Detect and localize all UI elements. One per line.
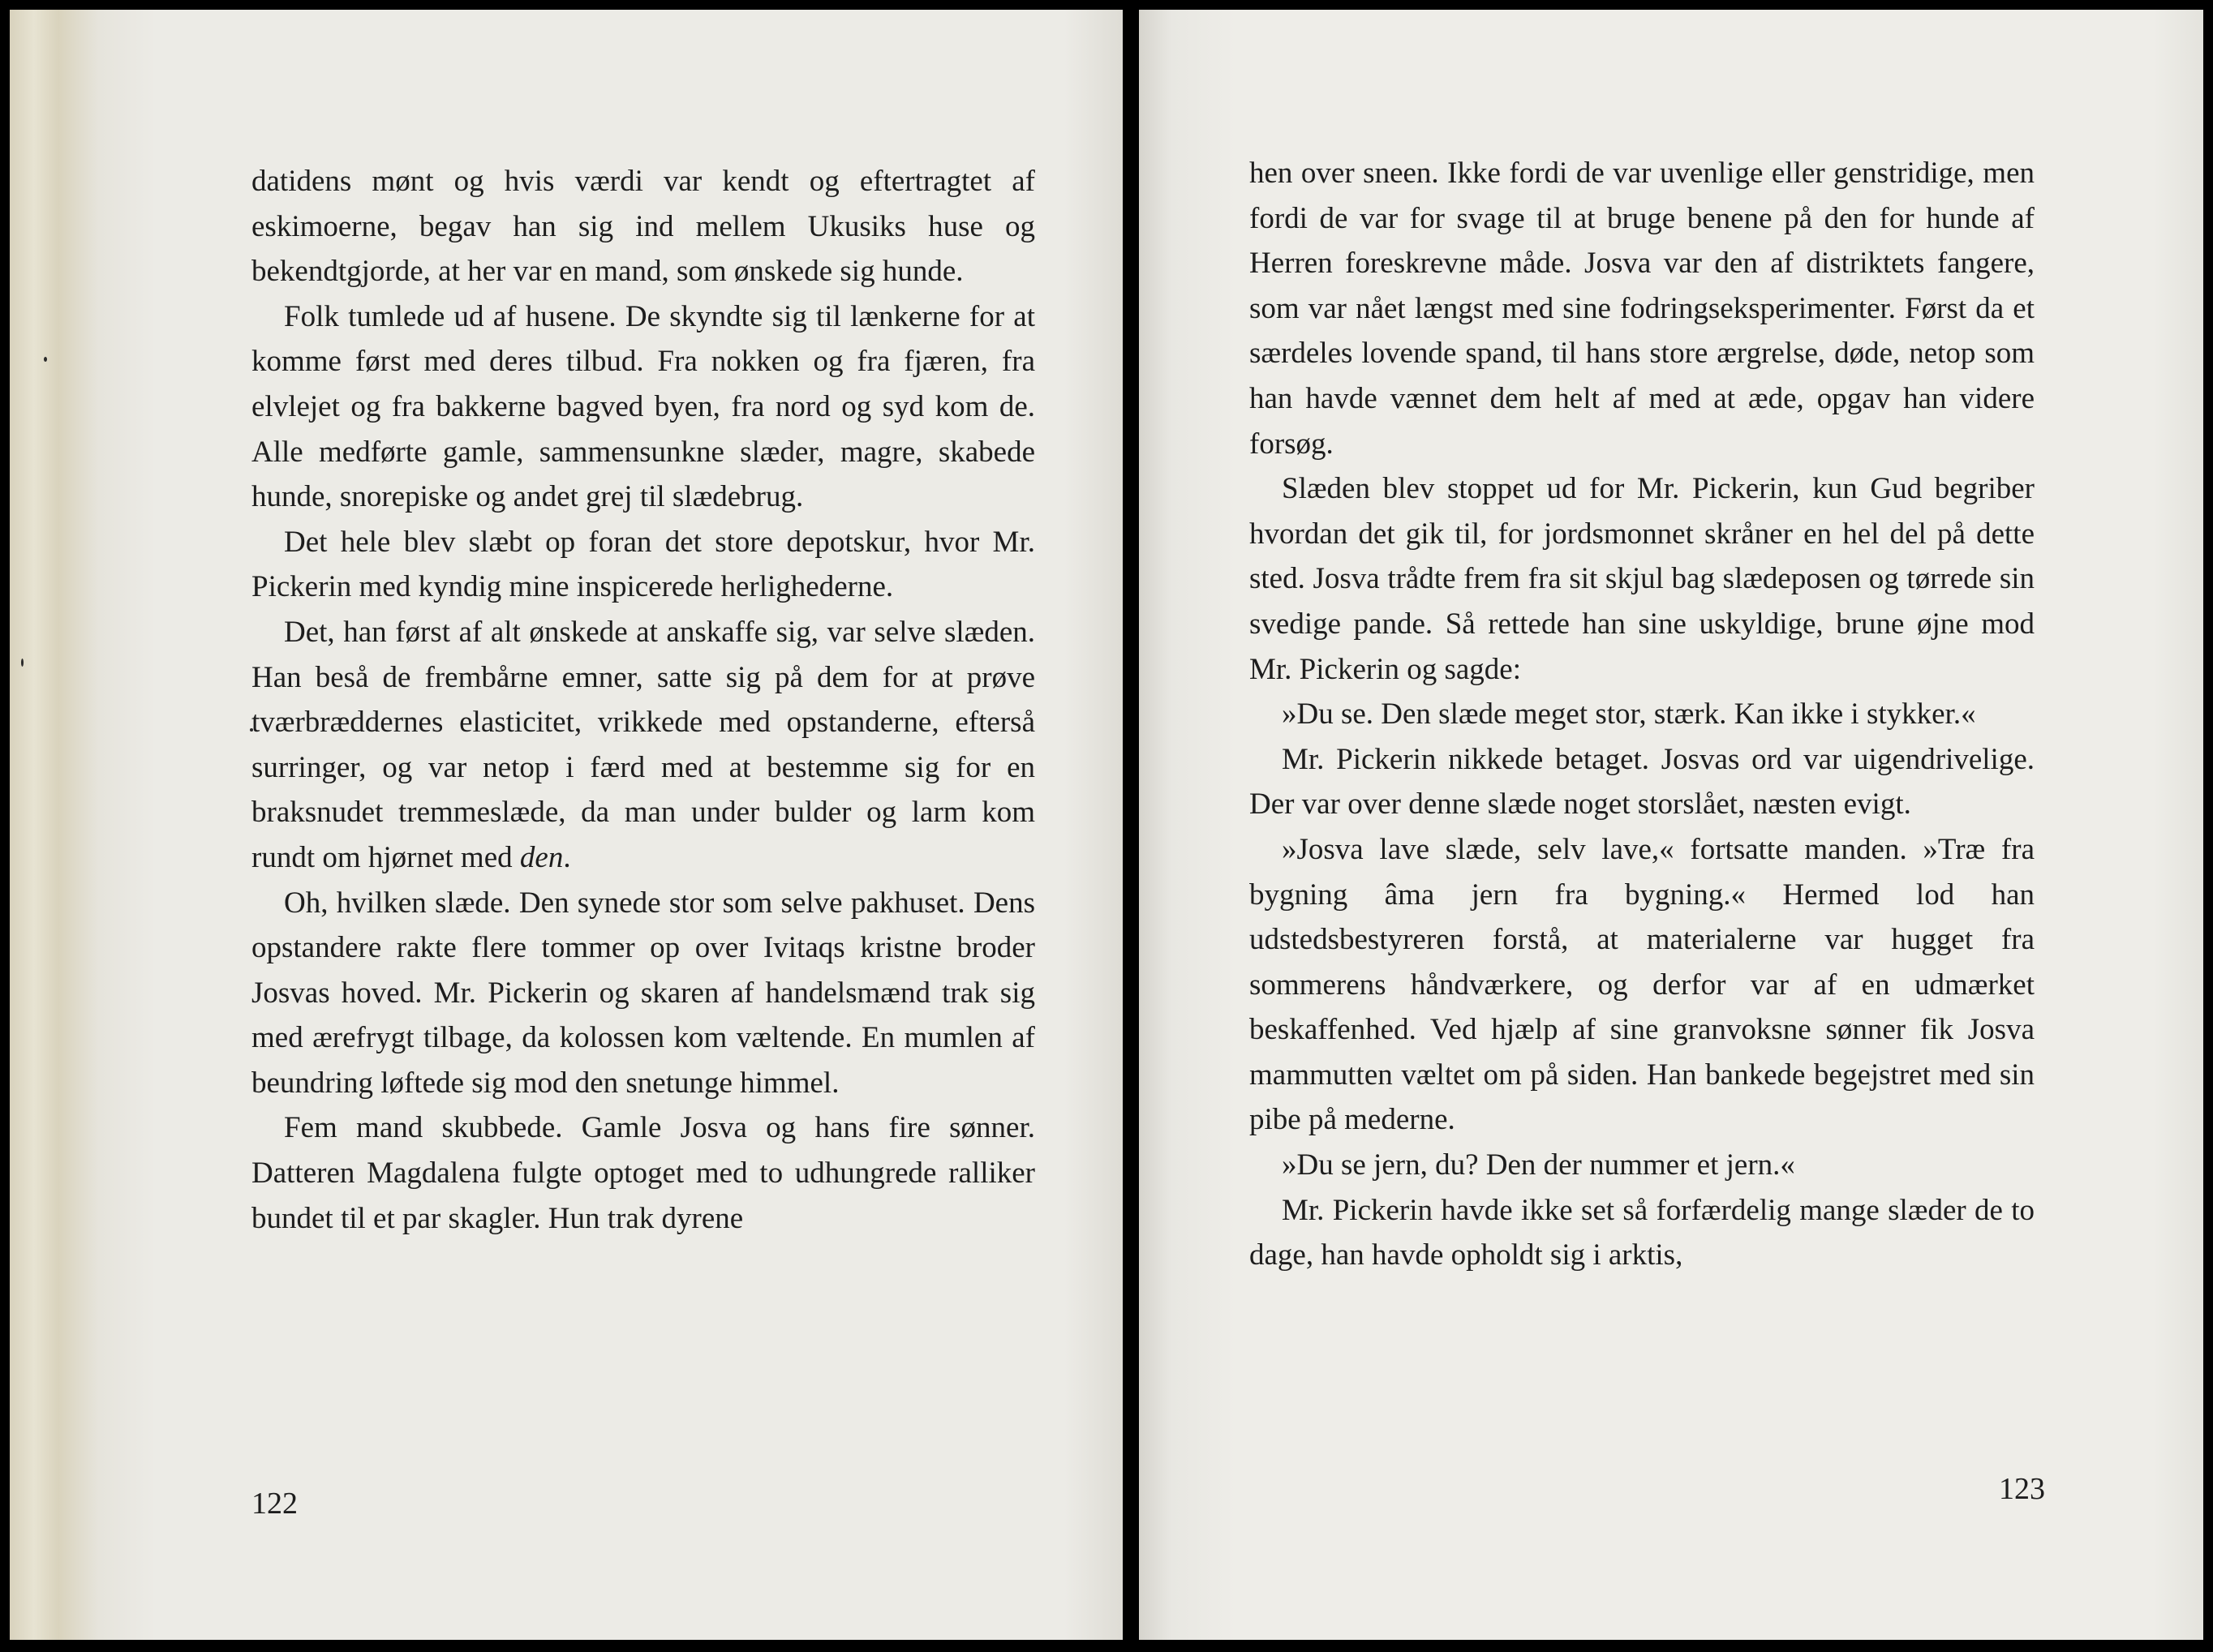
paragraph: »Du se jern, du? Den der nummer et jern.« [1282,1148,1795,1182]
left-page [10,10,1123,1640]
paragraph: »Du se. Den slæde meget stor, stærk. Kan ikke i stykker.« [1282,697,1976,732]
paragraph: Mr. Pickerin havde ikke set så forfærdelig mange slæder de to dage, han havde opholdt sig i arktis, [1249,1193,2035,1272]
punctuation: . [563,840,571,874]
emphasized-word: den [519,840,564,874]
page-number: 122 [251,1487,298,1521]
paragraph: datidens mønt og hvis værdi var kendt og eftertragtet af eskimoerne, begav han sig ind mellem Ukusiks huse og bekendtgjorde, at her var en mand, som ønskede sig hunde. [251,165,1035,289]
page-number: 123 [1999,1472,2045,1506]
paragraph: Folk tumlede ud af husene. De skyndte sig til lænkerne for at komme først med deres tilbud. Fra nokken og fra fjæren, fra elvlejet og fra bakkerne bagved byen, fra nord og syd kom de. Alle medførte gamle, sammensunkne slæder, magre, skabede hunde, snorepiske og andet grej til slædebrug. [251,299,1035,514]
margin-speck [21,659,24,667]
left-page-text [251,159,1035,1241]
paragraph: Fem mand skubbede. Gamle Josva og hans fire sønner. Datteren Magdalena fulgte optoget med to udhungrede ralliker bundet til et par skagler. Hun trak dyrene [251,1111,1035,1235]
margin-speck [44,357,47,362]
paragraph-text: Det, han først af alt ønskede at anskaffe sig, var selve slæden. Han beså de frembårne emner, satte sig på dem for at prøve tværbræddernes elasticitet, vrikkede med opstanderne, efterså surringer, og var netop i færd med at bestemme sig for en braksnudet tremmeslæde, da man under bulder og larm kom rundt om hjørnet med [251,615,1035,874]
paragraph: hen over sneen. Ikke fordi de var uvenlige eller genstridige, men fordi de var for svage til at bruge benene på den for hunde af Herren foreskrevne måde. Josva var den af distriktets fangere, som var nået længst med sine fodringseksperimenter. Først da et særdeles lovende spand, til hans store ærgrelse, døde, netop som han havde vænnet dem helt af med at æde, opgav han videre forsøg. [1249,157,2035,461]
right-page [1139,10,2203,1640]
paragraph: Det hele blev slæbt op foran det store depotskur, hvor Mr. Pickerin med kyndig mine inspicerede herlighederne. [251,525,1035,604]
paragraph: Oh, hvilken slæde. Den synede stor som selve pakhuset. Dens opstandere rakte flere tommer op over Ivitaqs kristne broder Josvas hoved. Mr. Pickerin og skaren af handelsmænd trak sig med ærefrygt tilbage, da kolossen kom væltende. En mumlen af beundring løftede sig mod den snetunge himmel. [251,886,1035,1100]
right-page-text [1249,151,2035,1278]
paragraph: Slæden blev stoppet ud for Mr. Pickerin, kun Gud begriber hvordan det gik til, for jordsmonnet skråner en hel del på dette sted. Josva trådte frem fra sit skjul bag slædeposen og tørrede sin svedige pande. Så rettede han sine uskyldige, brune øjne mod Mr. Pickerin og sagde: [1249,472,2035,686]
paragraph: »Josva lave slæde, selv lave,« fortsatte manden. »Træ fra bygning âma jern fra bygning.« Hermed lod han udstedsbestyreren forstå, at materialerne var hugget fra sommerens håndværkere, og derfor var af en udmærket beskaffenhed. Ved hjælp af sine granvoksne sønner fik Josva mammutten væltet om på siden. Han bankede begejstret med sin pibe på mederne. [1249,832,2035,1137]
paragraph-with-emphasis [251,610,1035,881]
paragraph: Mr. Pickerin nikkede betaget. Josvas ord var uigendrivelige. Der var over denne slæde noget storslået, næsten evigt. [1249,742,2035,822]
